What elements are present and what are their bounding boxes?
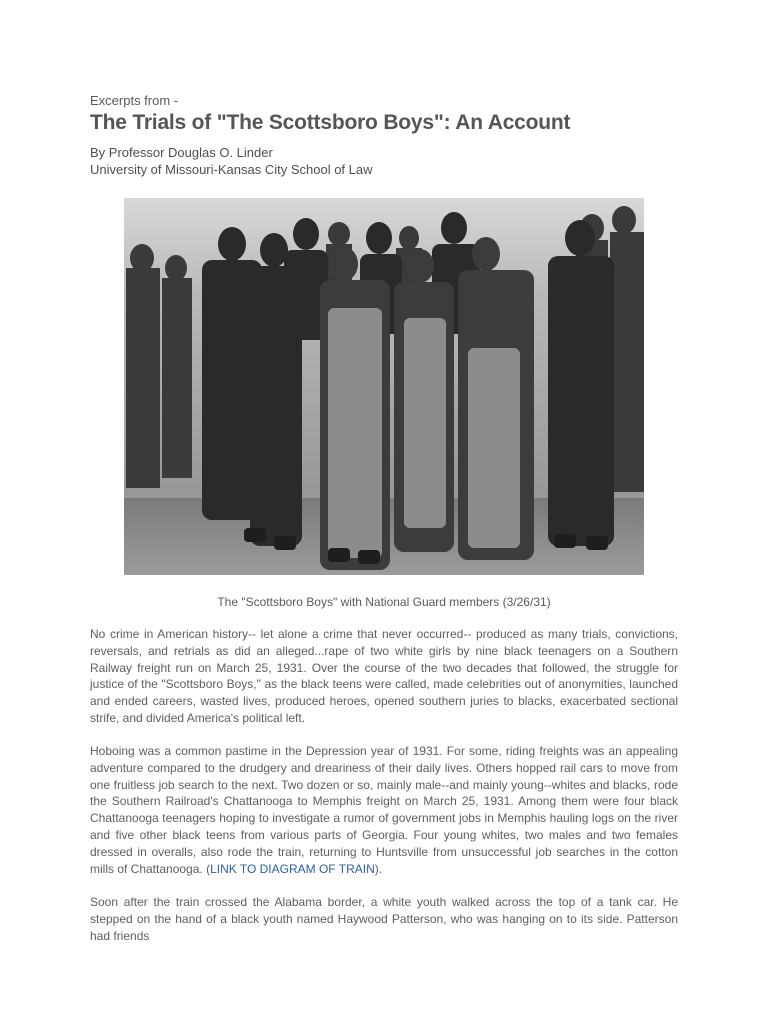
paragraph-1: No crime in American history-- let alone a crime that never occurred-- produced as many trials, convictions, reversals, and retrials as did an alleged...rape of two white girls by nine black teenagers on a Southern Railway freight run on March 25, 1931. Over the course of the two decades that followed, the struggle for justice of the "Scottsboro Boys," as the black teens were called, made celebrities out of anonymities, launched and ended careers, wasted lives, produced heroes, opened southern juries to blacks, exacerbated sectional strife, and divided America's political left. [90,627,678,725]
excerpt-kicker: Excerpts from - [90,93,179,108]
paragraph-2-text: Hoboing was a common pastime in the Depression year of 1931. For some, riding freights was an appealing adventure compared to the drudgery and dreariness of their daily lives. Others hopped rail cars to move from one fruitless job search to the next. Two dozen or so, mainly male--and mainly young--whites and blacks, rode the Southern Railroad's Chattanooga to Memphis freight on March 25, 1931. Among them were four black Chattanooga teenagers hoping to investigate a rumor of government jobs in Memphis hauling logs on the river and five other black teens from various parts of Georgia. Four young whites, two males and two females dressed in overalls, also rode the train, returning to Huntsville from unsuccessful job searches in the cotton mills of Chattanooga. ( [90,744,678,876]
page-title: The Trials of "The Scottsboro Boys": An Account [90,111,571,134]
paragraph-2 [90,743,678,877]
byline [90,144,373,178]
paragraph-3: Soon after the train crossed the Alabama border, a white youth walked across the top of a tank car. He stepped on the hand of a black youth named Haywood Patterson, who was hanging on to its side. Patterson had friends [90,895,678,943]
author-line: By Professor Douglas O. Linder [90,145,273,160]
photo-illustration [124,198,644,575]
train-diagram-link[interactable]: LINK TO DIAGRAM OF TRAIN [210,861,375,876]
affiliation-line: University of Missouri-Kansas City School of Law [90,162,373,177]
photo-caption: The "Scottsboro Boys" with National Guard members (3/26/31) [217,595,551,609]
paragraph-2-end: ). [374,861,383,876]
historical-photo [124,198,644,575]
